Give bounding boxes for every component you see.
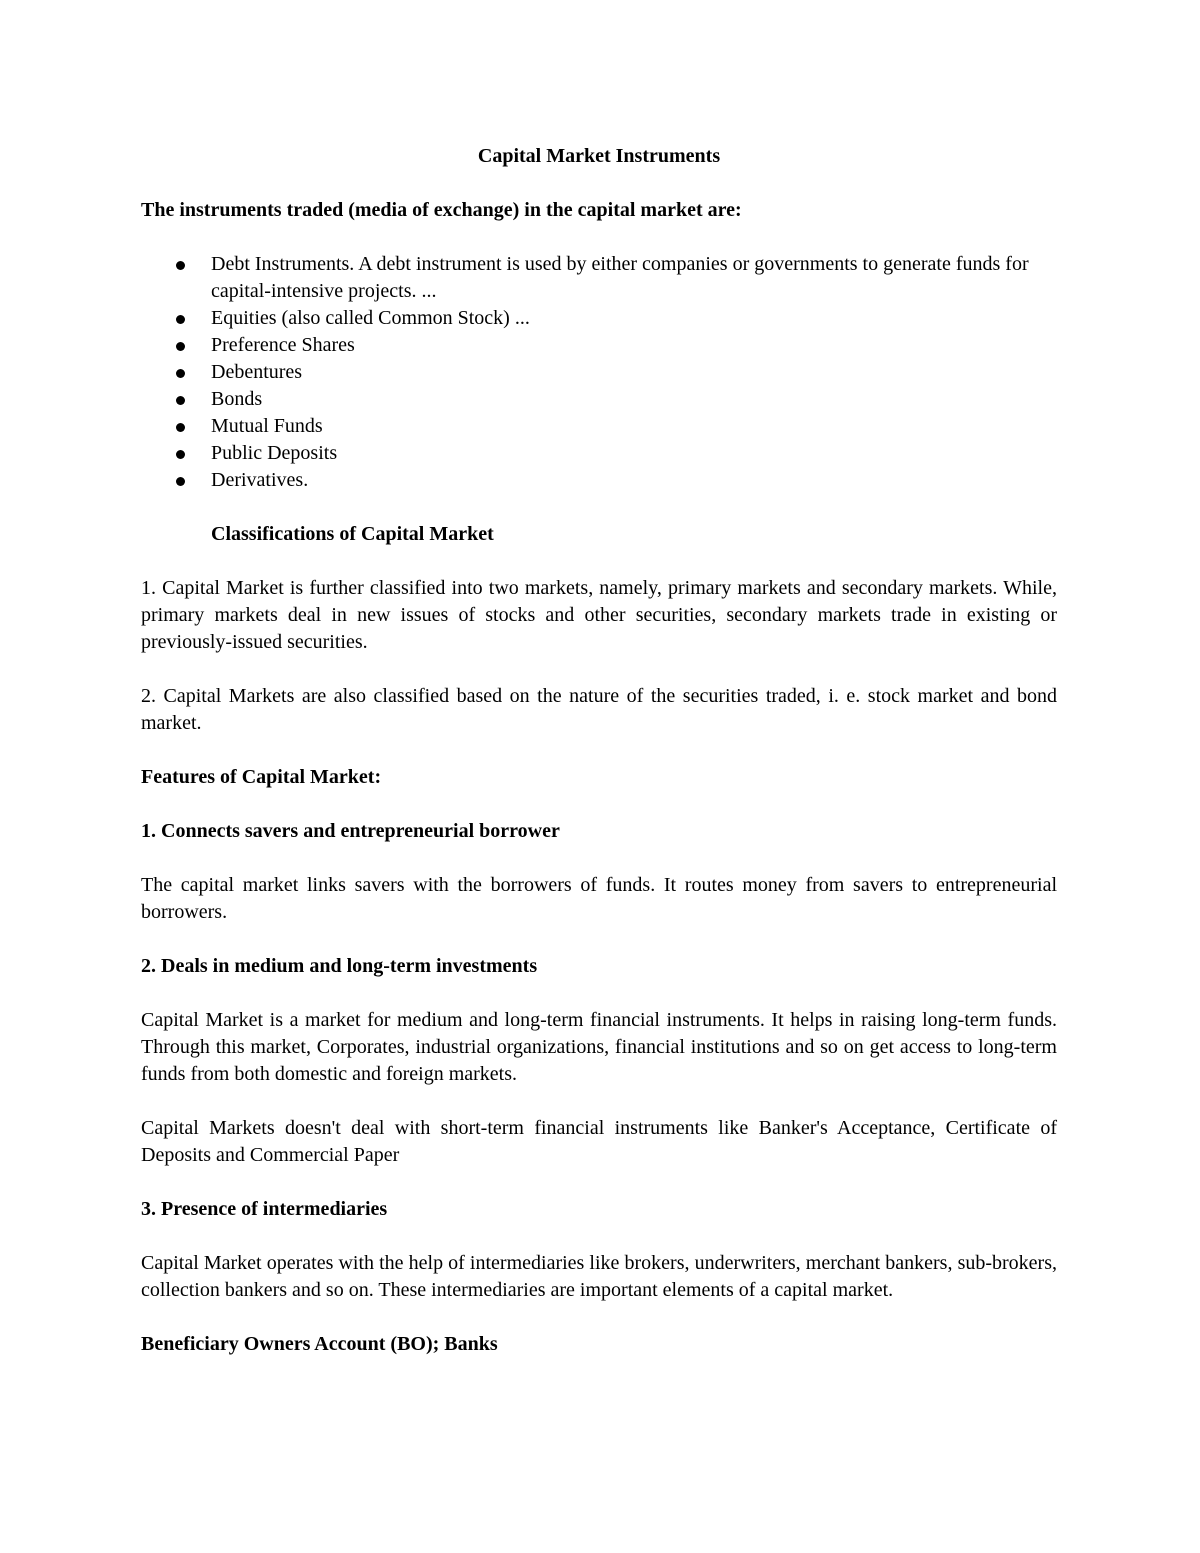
instruments-intro-heading: The instruments traded (media of exchange) in the capital market are:: [141, 199, 742, 221]
bullet-icon: [176, 423, 185, 432]
list-item-text: Public Deposits: [211, 442, 338, 464]
list-item: [141, 359, 1057, 386]
feature-2-paragraph-2: Capital Markets doesn't deal with short-term financial instruments like Banker's Acceptance, Certificate of Deposits and Commercial Paper: [141, 1117, 1057, 1166]
feature-3-heading: 3. Presence of intermediaries: [141, 1198, 388, 1220]
bullet-icon: [176, 477, 185, 486]
list-item-text: Debentures: [211, 361, 303, 383]
classification-paragraph-1: 1. Capital Market is further classified into two markets, namely, primary markets and secondary markets. While, primary markets deal in new issues of stocks and other securities, secondary markets trade in existing or previously-issued securities.: [141, 577, 1057, 653]
list-item: [141, 413, 1057, 440]
list-item: [141, 305, 1057, 332]
list-item: [141, 251, 1057, 305]
bullet-icon: [176, 450, 185, 459]
beneficiary-owners-heading: Beneficiary Owners Account (BO); Banks: [141, 1333, 498, 1355]
list-item-text: Mutual Funds: [211, 415, 323, 437]
list-item: [141, 440, 1057, 467]
list-item: [141, 386, 1057, 413]
classifications-heading: Classifications of Capital Market: [211, 523, 494, 545]
features-heading: Features of Capital Market:: [141, 766, 382, 788]
list-item: [141, 467, 1057, 494]
instruments-list: [141, 251, 1057, 494]
feature-1-heading: 1. Connects savers and entrepreneurial borrower: [141, 820, 560, 842]
feature-2-heading: 2. Deals in medium and long-term investments: [141, 955, 538, 977]
feature-2-paragraph-1: Capital Market is a market for medium and long-term financial instruments. It helps in raising long-term funds. Through this market, Corporates, industrial organizations, financial institutions and so on get access to long-term funds from both domestic and foreign markets.: [141, 1009, 1057, 1085]
list-item-text: Bonds: [211, 388, 263, 410]
classification-paragraph-2: 2. Capital Markets are also classified based on the nature of the securities traded, i. e. stock market and bond market.: [141, 685, 1057, 734]
feature-3-paragraph: Capital Market operates with the help of intermediaries like brokers, underwriters, merchant bankers, sub-brokers, collection bankers and so on. These intermediaries are important elements of a capital market.: [141, 1252, 1057, 1301]
feature-1-paragraph: The capital market links savers with the borrowers of funds. It routes money from savers to entrepreneurial borrowers.: [141, 874, 1057, 923]
bullet-icon: [176, 261, 185, 270]
list-item-text: Debt Instruments. A debt instrument is used by either companies or governments to generate funds for capital-intensive projects. ...: [211, 253, 1029, 302]
bullet-icon: [176, 315, 185, 324]
bullet-icon: [176, 342, 185, 351]
list-item-text: Equities (also called Common Stock) ...: [211, 307, 530, 329]
bullet-icon: [176, 396, 185, 405]
list-item-text: Preference Shares: [211, 334, 355, 356]
list-item-text: Derivatives.: [211, 469, 309, 491]
bullet-icon: [176, 369, 185, 378]
document-title: Capital Market Instruments: [477, 145, 721, 167]
document-content: [141, 143, 1057, 1358]
list-item: [141, 332, 1057, 359]
